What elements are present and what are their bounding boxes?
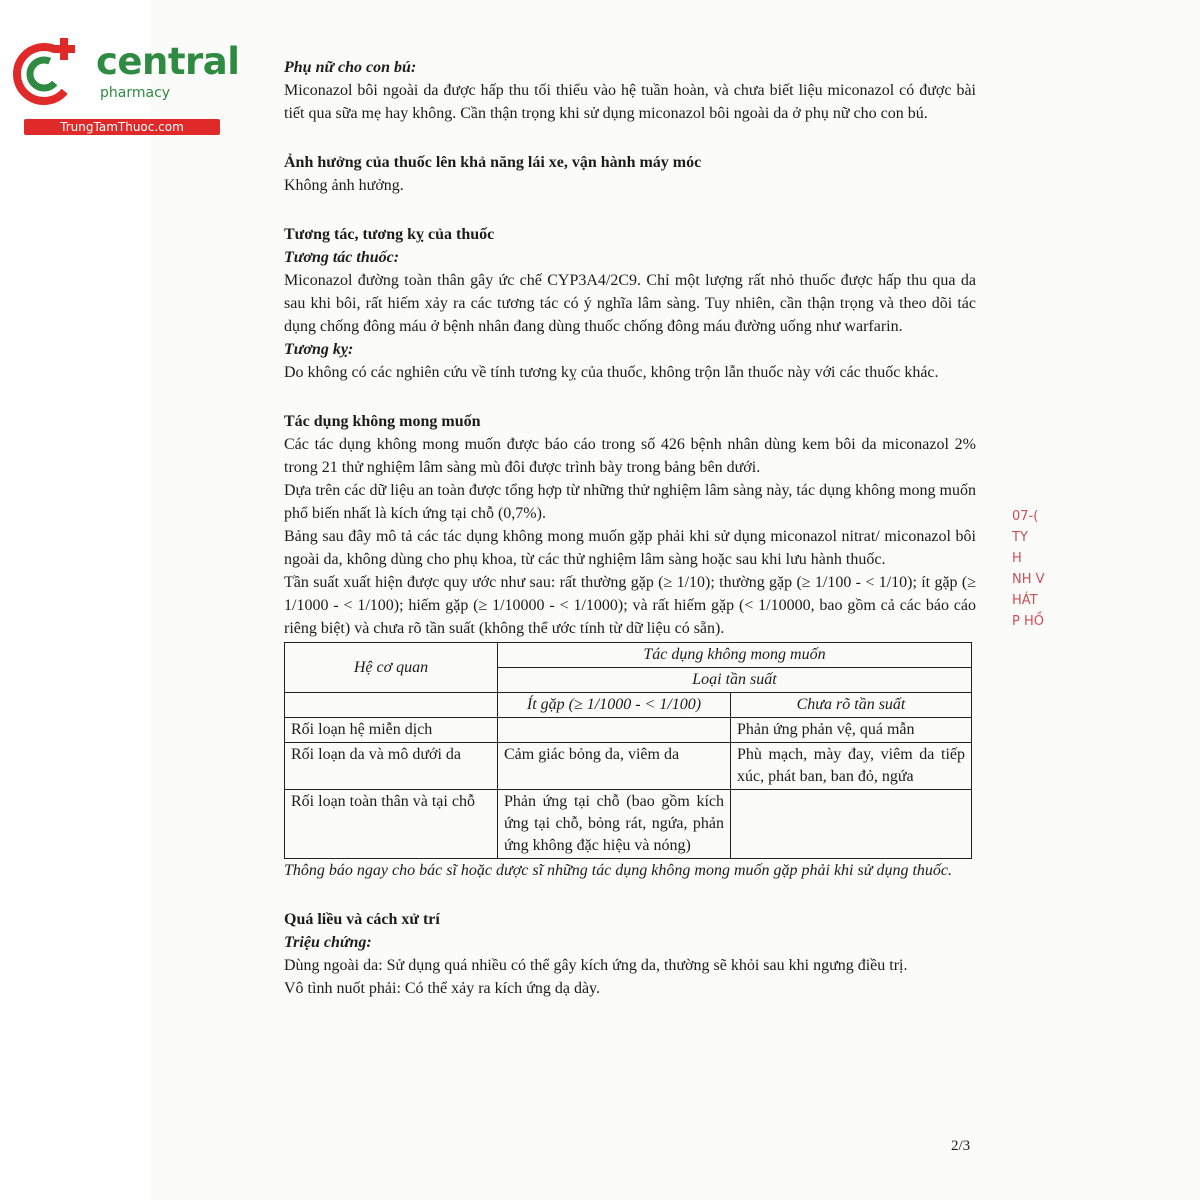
logo-brand-sub: pharmacy [100, 85, 171, 101]
incompatibilities-title: Tương kỵ: [284, 341, 354, 358]
adverse-effects-paragraph-4: Tần suất xuất hiện được quy ước như sau: rất thường gặp (≥ 1/10); thường gặp (≥ 1/100 - < 1/10); ít gặp (≥ 1/1000 - < 1/100); hiếm gặp (≥ 1/10000 - < 1/1000); và rất hiếm gặp (< 1/10000, bao gồm cả các báo cáo riêng biệt) và chưa rõ tần suất (không thể ước tính từ dữ liệu có sẵn). [284, 574, 976, 637]
stamp-line: 07-( [1012, 509, 1039, 524]
header-unknown-frequency: Chưa rõ tần suất [731, 693, 972, 718]
table-row [285, 718, 972, 743]
symptoms-title: Triệu chứng: [284, 934, 372, 951]
table-cell-unknown: Phản ứng phản vệ, quá mẫn [731, 718, 972, 743]
table-cell-system: Rối loạn da và mô dưới da [285, 743, 498, 790]
table-cell-uncommon: Phản ứng tại chỗ (bao gồm kích ứng tại chỗ, bỏng rát, ngứa, phản ứng không đặc hiệu và nóng) [498, 790, 731, 859]
breastfeeding-text: Miconazol bôi ngoài da được hấp thu tối thiểu vào hệ tuần hoàn, và chưa biết liệu miconazol có được bài tiết qua sữa mẹ hay không. Cần thận trọng khi sử dụng miconazol bôi ngoài da ở phụ nữ cho con bú. [284, 82, 976, 122]
table-cell-uncommon: Cảm giác bỏng da, viêm da [498, 743, 731, 790]
adverse-effects-paragraph-3: Bảng sau đây mô tả các tác dụng không mong muốn gặp phải khi sử dụng miconazol nitrat/ miconazol bôi ngoài da, không dùng cho phụ khoa, từ các thử nghiệm lâm sàng hoặc sau khi lưu hành thuốc. [284, 528, 976, 568]
logo-website-badge[interactable]: TrungTamThuoc.com [24, 119, 220, 135]
document-content [284, 56, 976, 1000]
adverse-effects-paragraph-2: Dựa trên các dữ liệu an toàn được tổng hợp từ những thử nghiệm lâm sàng này, tác dụng không mong muốn phổ biến nhất là kích ứng tại chỗ (0,7%). [284, 482, 976, 522]
table-cell-uncommon [498, 718, 731, 743]
drug-interactions-text: Miconazol đường toàn thân gây ức chế CYP3A4/2C9. Chỉ một lượng rất nhỏ thuốc được hấp thu qua da sau khi bôi, rất hiếm xảy ra các tương tác có ý nghĩa lâm sàng. Tuy nhiên, cần thận trọng và theo dõi tác dụng chống đông máu ở bệnh nhân đang dùng thuốc chống đông máu đường uống như warfarin. [284, 272, 976, 335]
adverse-effects-title: Tác dụng không mong muốn [284, 413, 481, 430]
overdose-title: Quá liều và cách xử trí [284, 911, 440, 928]
stamp-line: P HỒ [1012, 614, 1044, 629]
pharmacy-cross-logo-icon [10, 36, 86, 112]
stamp-line: HÁT [1012, 593, 1038, 608]
incompatibilities-text: Do không có các nghiên cứu về tính tương kỵ của thuốc, không trộn lẫn thuốc này với các thuốc khác. [284, 364, 939, 381]
table-cell-system: Rối loạn toàn thân và tại chỗ [285, 790, 498, 859]
logo-brand-name: central [96, 40, 240, 83]
table-row [285, 743, 972, 790]
interactions-title: Tương tác, tương kỵ của thuốc [284, 226, 495, 243]
breastfeeding-title: Phụ nữ cho con bú: [284, 59, 417, 76]
header-frequency-type: Loại tần suất [498, 668, 972, 693]
adverse-effects-paragraph-1: Các tác dụng không mong muốn được báo cáo trong số 426 bệnh nhân dùng kem bôi da miconazol 2% trong 21 thử nghiệm lâm sàng mù đôi được trình bày trong bảng bên dưới. [284, 436, 976, 476]
header-organ-system: Hệ cơ quan [285, 643, 498, 693]
table-cell-unknown: Phù mạch, mày đay, viêm da tiếp xúc, phát ban, ban đỏ, ngứa [731, 743, 972, 790]
stamp-line: TY [1012, 530, 1028, 545]
stamp-line: NH V [1012, 572, 1045, 587]
stamp-line: H [1012, 551, 1022, 566]
header-uncommon: Ít gặp (≥ 1/1000 - < 1/100) [498, 693, 731, 718]
table-header-row [285, 693, 972, 718]
overdose-line-2: Vô tình nuốt phải: Có thể xảy ra kích ứng dạ dày. [284, 980, 601, 997]
drug-interactions-title: Tương tác thuốc: [284, 249, 400, 266]
table-header-row [285, 643, 972, 668]
adverse-effects-table [284, 642, 972, 859]
driving-text: Không ảnh hưởng. [284, 177, 404, 194]
header-adverse-effects: Tác dụng không mong muốn [498, 643, 972, 668]
driving-title: Ảnh hưởng của thuốc lên khả năng lái xe, vận hành máy móc [284, 154, 702, 171]
central-pharmacy-logo[interactable] [10, 36, 240, 136]
overdose-line-1: Dùng ngoài da: Sử dụng quá nhiều có thể gây kích ứng da, thường sẽ khỏi sau khi ngưng điều trị. [284, 957, 908, 974]
red-stamp [1012, 506, 1052, 656]
table-cell-unknown [731, 790, 972, 859]
table-row [285, 790, 972, 859]
table-cell-system: Rối loạn hệ miễn dịch [285, 718, 498, 743]
table-note: Thông báo ngay cho bác sĩ hoặc dược sĩ những tác dụng không mong muốn gặp phải khi sử dụng thuốc. [284, 862, 952, 879]
page-number: 2/3 [951, 1138, 971, 1154]
